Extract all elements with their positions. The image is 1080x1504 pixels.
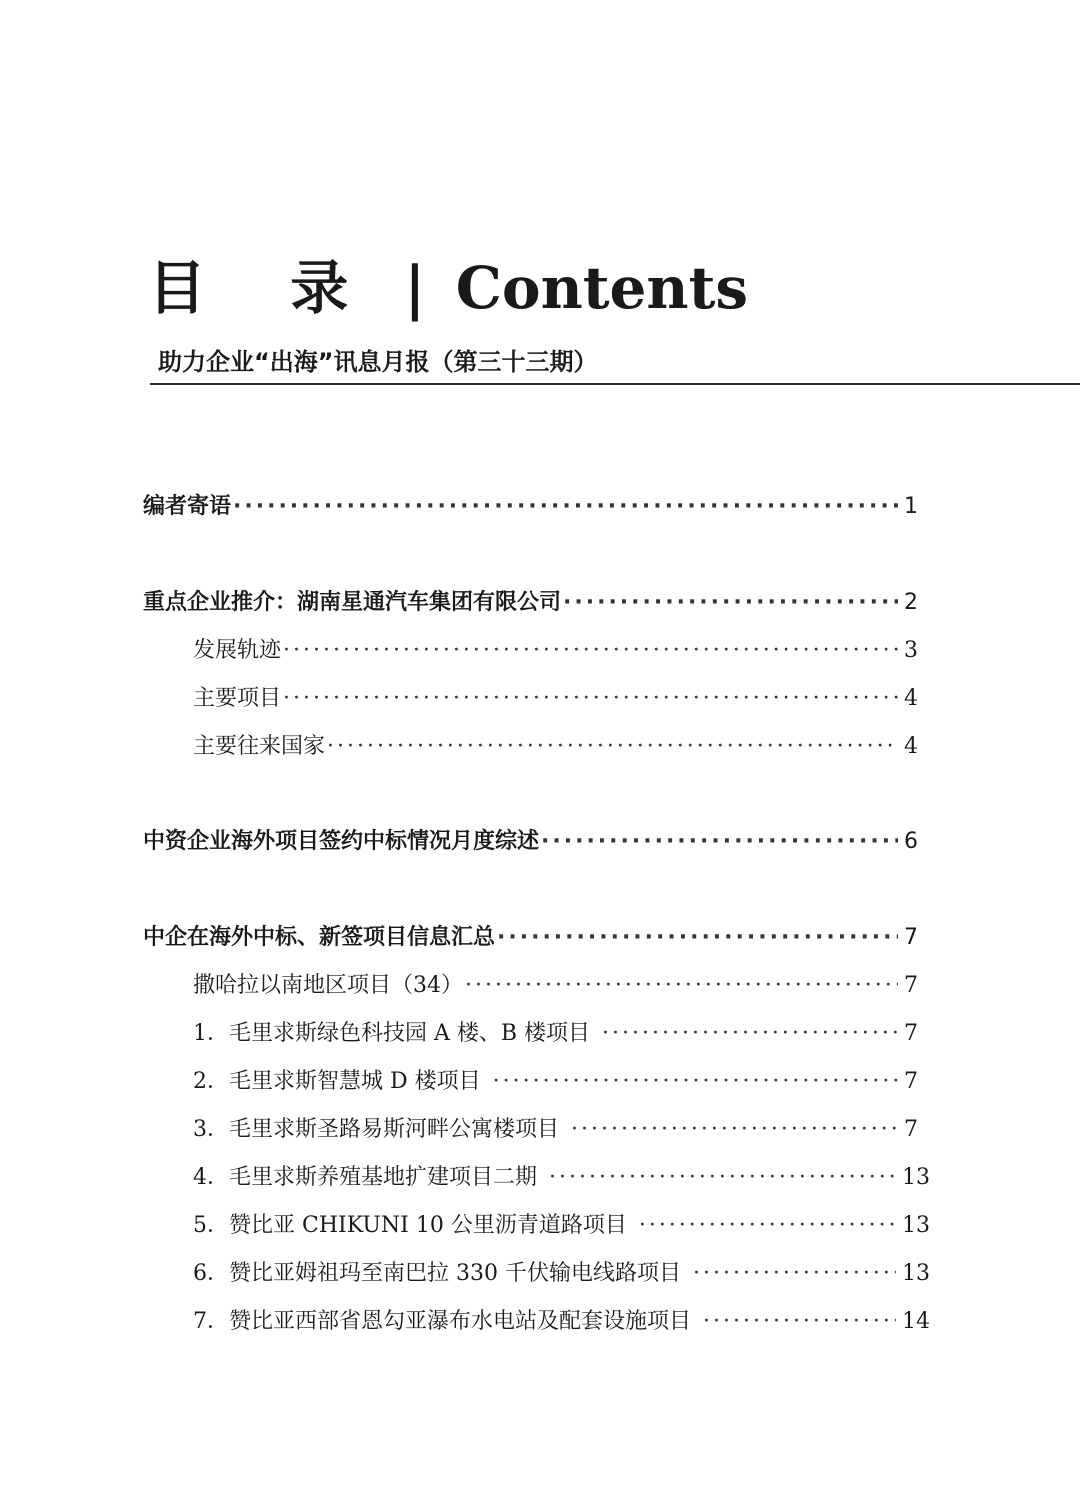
- toc-label: 编者寄语: [143, 494, 232, 519]
- toc-item[interactable]: [193, 1110, 918, 1150]
- toc-label: 5．赞比亚 CHIKUNI 10 公里沥青道路项目: [193, 1213, 627, 1238]
- toc-item[interactable]: [193, 1062, 918, 1102]
- toc-item[interactable]: [193, 1206, 930, 1246]
- toc-page-number: 7: [904, 1069, 918, 1094]
- dot-leader: [639, 1206, 896, 1246]
- toc-item[interactable]: [193, 1254, 930, 1294]
- dot-leader: [541, 822, 898, 862]
- toc-page-number: 3: [904, 638, 918, 663]
- dot-leader: [563, 583, 898, 623]
- toc-label: 4．毛里求斯养殖基地扩建项目二期: [193, 1165, 537, 1190]
- toc-page-number: 13: [902, 1165, 930, 1190]
- toc-label: 中资企业海外项目签约中标情况月度综述: [143, 829, 540, 854]
- toc-label: 7．赞比亚西部省恩勾亚瀑布水电站及配套设施项目: [193, 1309, 691, 1334]
- toc-section[interactable]: [143, 918, 918, 958]
- toc-item[interactable]: [193, 1158, 930, 1198]
- toc-subsection[interactable]: [193, 631, 918, 671]
- toc-label: 重点企业推介：湖南星通汽车集团有限公司: [143, 590, 562, 615]
- title-english: Contents: [455, 254, 749, 322]
- title-chinese: 目 录: [148, 254, 381, 322]
- toc-section[interactable]: [143, 822, 918, 862]
- toc-page-number: 14: [902, 1309, 930, 1334]
- toc-label: 中企在海外中标、新签项目信息汇总: [143, 925, 496, 950]
- toc-label: 发展轨迹: [193, 638, 282, 663]
- toc-item[interactable]: [193, 1302, 930, 1342]
- dot-leader: [549, 1158, 896, 1198]
- dot-leader: [283, 631, 898, 671]
- dot-leader: [703, 1302, 896, 1342]
- toc-page-number: 13: [902, 1261, 930, 1286]
- page-title: [148, 248, 748, 328]
- title-separator: |: [404, 254, 426, 322]
- page-subtitle: 助力企业“出海”讯息月报（第三十三期）: [158, 348, 598, 376]
- toc-label: 主要项目: [193, 686, 282, 711]
- toc-subsection[interactable]: [193, 679, 918, 719]
- toc-page-number: 7: [904, 1117, 918, 1142]
- toc-page-number: 7: [904, 1021, 918, 1046]
- dot-leader: [465, 966, 898, 1006]
- header-rule: [150, 383, 1080, 385]
- dot-leader: [233, 487, 898, 527]
- toc-page-number: 7: [904, 973, 918, 998]
- toc-subsection[interactable]: [193, 727, 918, 767]
- toc-page-number: 4: [904, 686, 918, 711]
- toc-subsection[interactable]: [193, 966, 918, 1006]
- dot-leader: [493, 1062, 898, 1102]
- toc-label: 3．毛里求斯圣路易斯河畔公寓楼项目: [193, 1117, 559, 1142]
- toc-page-number: 6: [904, 829, 918, 854]
- toc-section[interactable]: [143, 583, 918, 623]
- toc-label: 2．毛里求斯智慧城 D 楼项目: [193, 1069, 481, 1094]
- toc-page-number: 4: [904, 734, 918, 759]
- toc-page-number: 13: [902, 1213, 930, 1238]
- toc-label: 1．毛里求斯绿色科技园 A 楼、B 楼项目: [193, 1021, 591, 1046]
- toc-page-number: 2: [904, 590, 918, 615]
- toc-label: 主要往来国家: [193, 734, 326, 759]
- dot-leader: [327, 727, 898, 767]
- toc-page-number: 7: [904, 925, 918, 950]
- toc-section[interactable]: [143, 487, 918, 527]
- toc-page-number: 1: [904, 494, 918, 519]
- dot-leader: [602, 1014, 898, 1054]
- toc-item[interactable]: [193, 1014, 918, 1054]
- toc-label: 撒哈拉以南地区项目（34）: [193, 973, 463, 998]
- dot-leader: [693, 1254, 896, 1294]
- dot-leader: [283, 679, 898, 719]
- dot-leader: [571, 1110, 898, 1150]
- toc-label: 6．赞比亚姆祖玛至南巴拉 330 千伏输电线路项目: [193, 1261, 681, 1286]
- dot-leader: [497, 918, 898, 958]
